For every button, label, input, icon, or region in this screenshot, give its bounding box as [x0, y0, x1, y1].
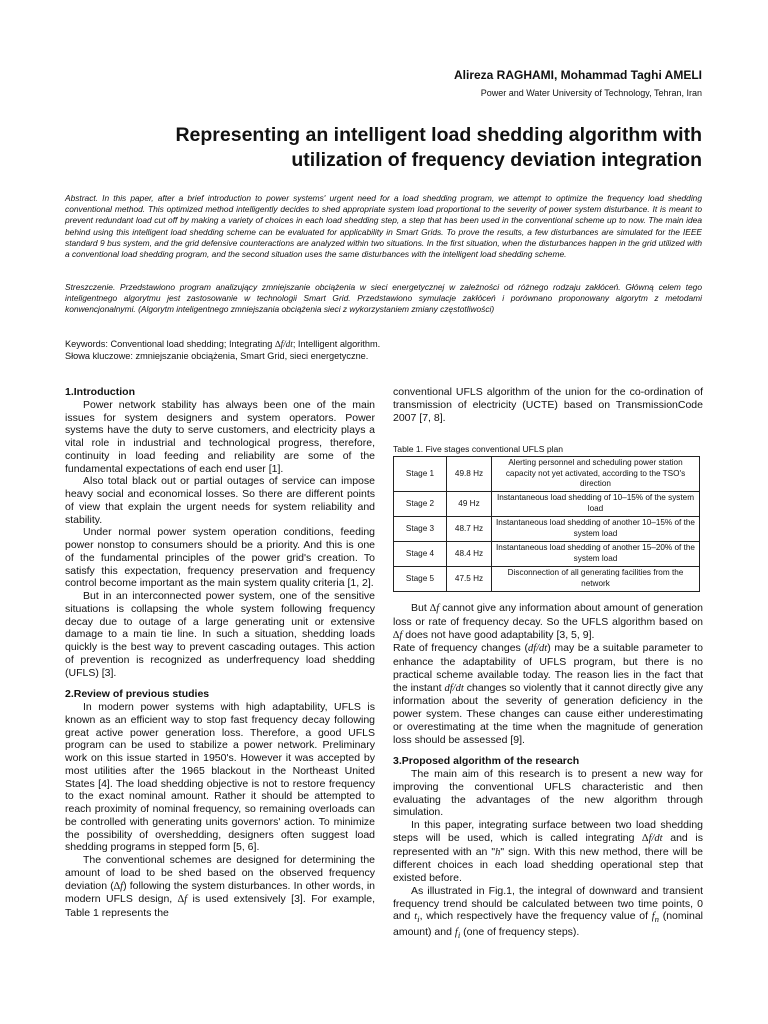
text-run: " sign. With this new method, there will be different choices in each load shedding operational step that existed before.	[393, 845, 704, 884]
keywords-pl	[65, 350, 368, 362]
paragraph: The main aim of this research is to present a new way for improving the conventional UFLS characteristic and then evaluating the advantages of the new algorithm through simulation.	[393, 768, 703, 819]
math-symbol: ∆f	[429, 603, 440, 614]
paragraph	[393, 819, 703, 885]
keywords-text-end: ; Intelligent algorithm.	[292, 339, 381, 349]
text-run: As illustrated in Fig.1, the integral of downward and transient frequency trend should be calculated between two time points, 0 and	[393, 884, 703, 923]
stage-cell: Stage 2	[394, 491, 447, 516]
frequency-cell: 48.4 Hz	[447, 541, 492, 566]
paragraph: Also total black out or partial outages of service can impose heavy social and economical losses. So there are different points of view that explain the urgent needs for system reliability and stability.	[65, 475, 375, 526]
paragraph: In modern power systems with high adaptability, UFLS is known as an efficient way to stop fast frequency decay following great active power generation loss. Therefore, a good UFLS program can be used to stabilize a power network. Preliminary work on this issue started in 1950's. However it was accepted by most utilities after the 1965 blackout in the Northeast United States [4]. The load shedding objective is not to restore frequency to the exact nominal amount. Rather it should be attempted to reach proximity of nominal frequency, so remaining overloads can be controlled with generating units governors' action. To minimize the possibility of overshedding, designers often suggest load shedding programs in stepped form [5, 6].	[65, 701, 375, 854]
action-cell: Instantaneous load shedding of another 10–15% of the system load	[492, 516, 700, 541]
action-cell: Disconnection of all generating facilities from the network	[492, 566, 700, 591]
text-run: , which respectively have the frequency value of	[419, 910, 649, 923]
paragraph	[65, 854, 375, 920]
text-run: In this paper, integrating surface between two load shedding steps will be used, which is called integrating	[393, 819, 703, 844]
table-row	[394, 457, 700, 492]
math-symbol: ∆f/dt	[642, 832, 663, 844]
text-run: Rate of frequency changes (	[393, 642, 528, 655]
frequency-cell: 49.8 Hz	[447, 457, 492, 492]
paragraph: But in an interconnected power system, one of the sensitive situations is collapsing the whole system following frequency decay due to outage of a large generating unit or extensive damage to a main tie line. In such a situation, shedding loads quickly is the best way to prevent cascading outages. This action of prevention is recognized as underfrequency load shedding (UFLS) [3].	[65, 590, 375, 679]
math-symbol: ∆f	[393, 629, 403, 641]
authors: Alireza RAGHAMI, Mohammad Taghi AMELI	[453, 68, 702, 82]
math-symbol: df/dt	[527, 643, 548, 655]
keywords-symbol: ∆f/dt	[274, 339, 293, 349]
math-subscript: n	[654, 914, 660, 925]
math-symbol: f	[454, 927, 458, 939]
title-line-1: Representing an intelligent load shedding algorithm with	[175, 124, 702, 146]
keywords-pl-text: zmniejszanie obciążenia, Smart Grid, sieci energetyczne.	[135, 351, 369, 361]
table-row	[394, 491, 700, 516]
math-symbol: f	[651, 911, 655, 923]
table-row	[394, 516, 700, 541]
math-symbol: ∆f	[177, 894, 188, 906]
ufls-table	[393, 456, 700, 592]
stage-cell: Stage 4	[394, 541, 447, 566]
section-1-heading: 1.Introduction	[65, 386, 135, 398]
keywords-label: Keywords:	[65, 339, 108, 349]
paragraph: Power network stability has always been one of the main issues for system designers and system operators. Power systems have the duty to serve customers, and electricity plays a vital role in industrial and technological progress, therefore, continuity in load feeding and reliability are some of the fundamental expectations of each end user [1].	[65, 398, 375, 475]
right-column-bottom	[393, 602, 703, 942]
stage-cell: Stage 1	[394, 457, 447, 492]
text-run: is used extensively [3]. For example, Table 1 represents the	[65, 893, 376, 919]
abstract: Abstract. In this paper, after a brief introduction to power systems' urgent need for a load shedding program, we attempt to optimize the frequency load shedding conventional method. This optimized method intelligently decides to shed appropriate system load proportional to the severity of power system disturbance. It is meant to prevent redundant load cut off by making a variety of choices in each load shedding step, a step that has been used in the conventional scheme up to now. The main idea behind using this intelligent load shedding scheme can be evaluated for applicability in Smart Grids. To prove the results, a few disturbances are simulated for the IEEE standard 9 bus system, and the grid defensive counteractions are analyzed within two situations. In the first situation, when the disturbances happen in the grid utilized with a conventional load shedding program, and the second situation uses the same disturbances with the intelligent load shedding scheme.	[65, 193, 702, 260]
keywords-text: Conventional load shedding; Integrating	[110, 339, 273, 349]
title-line-2: utilization of frequency deviation integration	[291, 149, 702, 171]
text-run: (one of frequency steps).	[463, 926, 580, 939]
frequency-cell: 49 Hz	[447, 491, 492, 516]
action-cell: Instantaneous load shedding of 10–15% of the system load	[492, 491, 700, 516]
math-symbol: t	[414, 911, 418, 923]
text-run: changes so violently that it cannot directly give any information about the severity of generation deficiency in the power system. These changes can cause either underestimating or overestimating at the time when the magnitude of generation loss should be assessed [9].	[393, 681, 704, 746]
keywords-en	[65, 338, 380, 350]
stage-cell: Stage 3	[394, 516, 447, 541]
action-cell: Instantaneous load shedding of another 15–20% of the system load	[492, 541, 700, 566]
affiliation: Power and Water University of Technology, Tehran, Iran	[480, 88, 702, 98]
frequency-cell: 48.7 Hz	[447, 516, 492, 541]
paragraph	[393, 602, 703, 642]
math-subscript: i	[417, 914, 420, 925]
right-column-top	[393, 386, 703, 424]
streszczenie: Streszczenie. Przedstawiono program analizujący zmniejszanie obciążenia w sieci energetycznej w zależności od różnego rodzaju zakłóceń. Główną celem tego inteligentnego algorytmu jest zastosowanie w technologii Smart Grid. Przedstawiono symulacje zakłóceń i porównano proponowany algorytm z metodami konwencjonalnymi. (Algorytm inteligentnego zmniejszania obciążenia sieci z wykorzystaniem zmiany częstotliwości)	[65, 282, 702, 315]
frequency-cell: 47.5 Hz	[447, 566, 492, 591]
stage-cell: Stage 5	[394, 566, 447, 591]
text-run: ) following the system disturbances. In other words, in modern UFLS design,	[65, 879, 375, 906]
text-run: cannot give any information about amount of generation loss or rate of frequency decay. So the UFLS algorithm based on	[393, 602, 703, 628]
text-run: But	[411, 602, 427, 614]
section-3-heading: 3.Proposed algorithm of the research	[393, 755, 580, 768]
text-run: does not have good adaptability [3, 5, 9].	[405, 628, 595, 641]
math-subscript: i	[457, 930, 461, 941]
action-cell: Alerting personnel and scheduling power station capacity not yet activated, according to the TSO's direction	[492, 457, 700, 492]
paper-title	[110, 123, 702, 173]
paragraph: conventional UFLS algorithm of the union for the co-ordination of transmission of electricity (UCTE) based on TransmissionCode 2007 [7, 8].	[393, 386, 703, 424]
math-symbol: ∆f	[113, 880, 124, 892]
math-symbol: h	[495, 846, 501, 858]
keywords-pl-label: Słowa kluczowe:	[65, 351, 133, 361]
text-run: and is represented with an "	[393, 831, 704, 858]
left-column	[65, 386, 375, 920]
paragraph	[393, 885, 703, 942]
paragraph	[393, 642, 703, 746]
text-run: (nominal amount) and	[393, 910, 703, 939]
math-symbol: df/dt	[444, 682, 464, 694]
table-caption: Table 1. Five stages conventional UFLS plan	[393, 444, 564, 454]
table-row	[394, 541, 700, 566]
paragraph: Under normal power system operation conditions, feeding power nonstop to consumers should be a priority. And this is one of the fundamental principles of the power grid's creation. To satisfy this expectation, frequency preservation and frequency control become important as the main system quality criteria [1, 2].	[65, 526, 375, 590]
section-2-heading: 2.Review of previous studies	[65, 688, 210, 701]
text-run: ) may be a suitable parameter to enhance the adaptability of UFLS program, but there is no practical scheme available today. The reason lies in the fact that the instant	[393, 642, 703, 694]
text-run: The conventional schemes are designed for determining the amount of load to be shed based on the observed frequency deviation (	[65, 854, 375, 892]
table-row	[394, 566, 700, 591]
